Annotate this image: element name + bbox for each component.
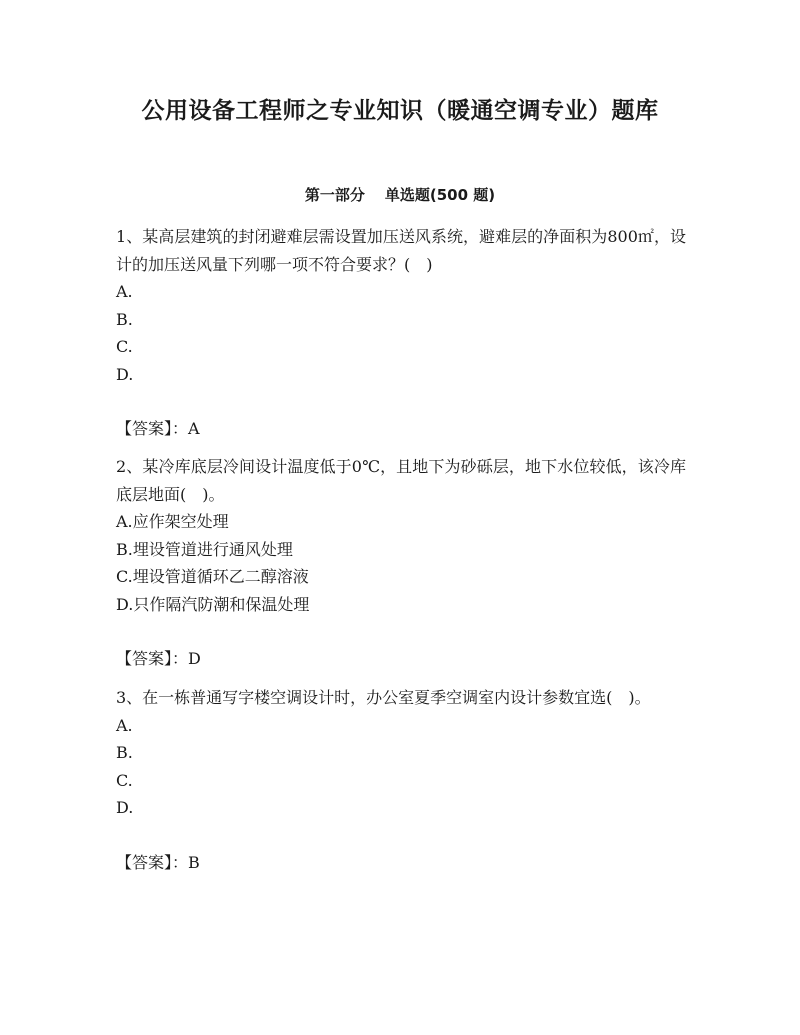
- option-c: C.: [116, 770, 133, 790]
- answer-line: [116, 645, 686, 673]
- section-heading: [0, 184, 800, 205]
- section-type: 单选题(500 题): [384, 186, 496, 204]
- option-d: D.: [116, 798, 134, 817]
- option-c: C.埋设管道循环乙二醇溶液: [116, 567, 309, 586]
- option-a: A.: [116, 715, 133, 735]
- answer-line: [116, 415, 686, 443]
- option-d: D.: [116, 364, 134, 384]
- question-stem: 3、在一栋普通写字楼空调设计时，办公室夏季空调室内设计参数宜选( )。: [116, 688, 651, 707]
- option-a: A.应作架空处理: [116, 512, 229, 531]
- option-c: C.: [116, 337, 133, 356]
- option-b: B.: [116, 309, 133, 329]
- question-2: [116, 453, 686, 673]
- option-a: A.: [116, 282, 133, 301]
- answer-value: D: [188, 649, 201, 668]
- answer-line: [116, 849, 686, 877]
- question-stem: 1、某高层建筑的封闭避难层需设置加压送风系统，避难层的净面积为800㎡，设计的加压送风量下列哪一项不符合要求？( ): [116, 227, 686, 274]
- document-title: 公用设备工程师之专业知识（暖通空调专业）题库: [141, 98, 659, 124]
- answer-label: 【答案】：: [116, 852, 189, 872]
- question-stem: 2、某冷库底层冷间设计温度低于0℃，且地下为砂砾层，地下水位较低，该冷库底层地面( )。: [116, 457, 686, 504]
- answer-value: B: [188, 852, 200, 872]
- option-d: D.只作隔汽防潮和保温处理: [116, 594, 310, 614]
- question-3: [116, 684, 686, 876]
- section-part: 第一部分: [304, 186, 365, 204]
- answer-label: 【答案】：: [116, 649, 189, 668]
- option-b: B.埋设管道进行通风处理: [116, 539, 293, 559]
- option-b: B.: [116, 743, 133, 762]
- answer-value: A: [188, 419, 200, 438]
- answer-label: 【答案】：: [116, 419, 189, 438]
- question-1: [116, 223, 686, 443]
